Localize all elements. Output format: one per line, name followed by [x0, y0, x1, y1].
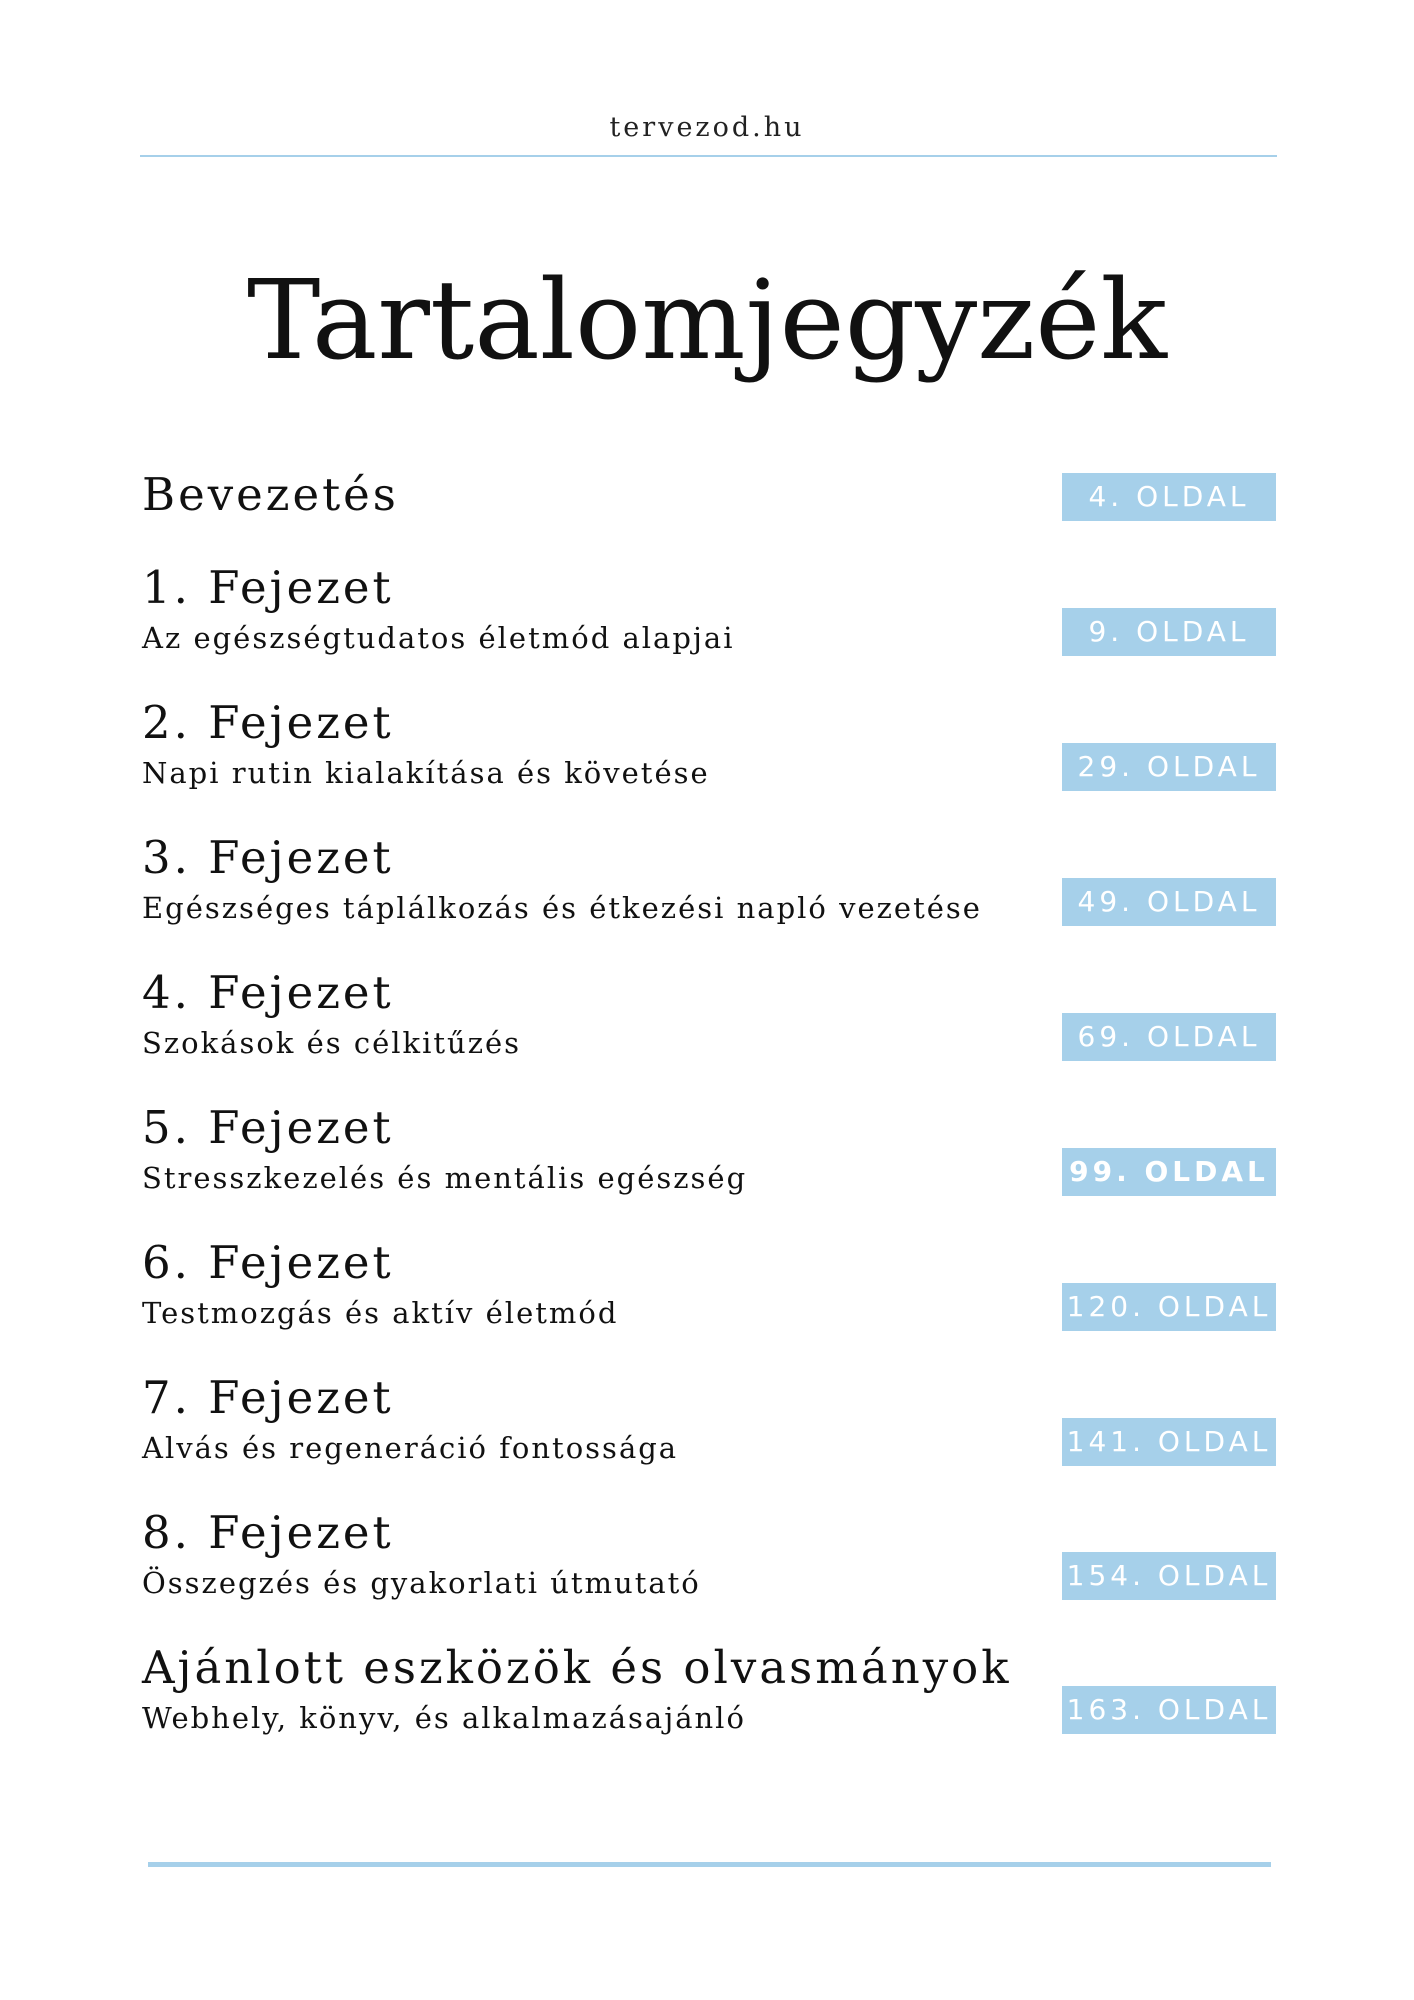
toc-entry-subtitle: Webhely, könyv, és alkalmazásajánló [142, 1701, 746, 1735]
footer-divider [148, 1862, 1271, 1867]
page-title: Tartalomjegyzék [247, 256, 1167, 384]
toc-entry-heading: 1. Fejezet [142, 561, 394, 614]
toc-entry-chapter-4[interactable] [142, 966, 522, 1060]
site-name: tervezod.hu [609, 112, 805, 143]
page-badge: 69. OLDAL [1062, 1013, 1276, 1061]
toc-entry-subtitle: Testmozgás és aktív életmód [142, 1296, 619, 1330]
page-badge: 141. OLDAL [1062, 1418, 1276, 1466]
toc-entry-heading: 5. Fejezet [142, 1101, 394, 1154]
page-badge: 163. OLDAL [1062, 1686, 1276, 1734]
toc-entry-heading: 3. Fejezet [142, 831, 394, 884]
toc-entry-chapter-2[interactable] [142, 696, 710, 790]
toc-entry-heading: 8. Fejezet [142, 1506, 394, 1559]
page-badge: 29. OLDAL [1062, 743, 1276, 791]
toc-entry-chapter-5[interactable] [142, 1101, 748, 1195]
toc-entry-chapter-7[interactable] [142, 1371, 679, 1465]
toc-entry-intro[interactable] [142, 468, 399, 521]
page-badge: 9. OLDAL [1062, 608, 1276, 656]
toc-entry-chapter-3[interactable] [142, 831, 982, 925]
header-divider [140, 155, 1277, 157]
toc-entry-subtitle: Alvás és regeneráció fontossága [142, 1431, 679, 1465]
toc-entry-heading: 2. Fejezet [142, 696, 394, 749]
page-badge: 99. OLDAL [1062, 1148, 1276, 1196]
toc-entry-subtitle: Egészséges táplálkozás és étkezési napló vezetése [142, 891, 982, 925]
page-badge: 49. OLDAL [1062, 878, 1276, 926]
toc-entry-heading: Bevezetés [142, 468, 399, 521]
toc-entry-chapter-1[interactable] [142, 561, 735, 655]
page-badge: 154. OLDAL [1062, 1552, 1276, 1600]
page-badge: 120. OLDAL [1062, 1283, 1276, 1331]
toc-entry-heading: 6. Fejezet [142, 1236, 394, 1289]
toc-entry-chapter-8[interactable] [142, 1506, 701, 1600]
toc-entry-heading: 4. Fejezet [142, 966, 394, 1019]
toc-entry-heading: Ajánlott eszközök és olvasmányok [142, 1641, 1012, 1694]
toc-entry-recommended[interactable] [142, 1641, 1012, 1735]
toc-entry-heading: 7. Fejezet [142, 1371, 394, 1424]
toc-entry-subtitle: Stresszkezelés és mentális egészség [142, 1161, 748, 1195]
toc-entry-subtitle: Napi rutin kialakítása és követése [142, 756, 710, 790]
toc-entry-chapter-6[interactable] [142, 1236, 619, 1330]
toc-entry-subtitle: Összegzés és gyakorlati útmutató [142, 1566, 701, 1600]
toc-entry-subtitle: Szokások és célkitűzés [142, 1026, 522, 1060]
page-badge: 4. OLDAL [1062, 473, 1276, 521]
toc-entry-subtitle: Az egészségtudatos életmód alapjai [142, 621, 735, 655]
